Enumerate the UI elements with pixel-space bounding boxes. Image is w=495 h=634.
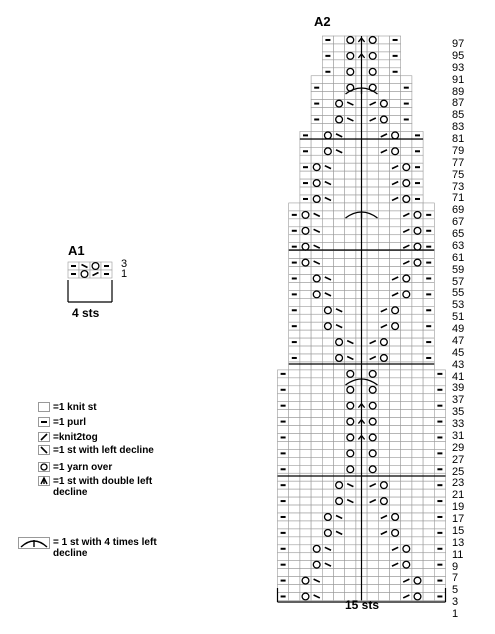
a2-row-number: 13 — [452, 536, 465, 549]
a2-row-number: 63 — [452, 239, 465, 252]
a2-title: A2 — [314, 14, 331, 29]
legend-double-left-decline — [38, 476, 173, 498]
legend-knit-label: =1 knit st — [53, 402, 97, 413]
a2-row-number: 53 — [452, 299, 465, 312]
a1-row-number: 3 — [121, 258, 128, 270]
legend-k2tog — [38, 432, 98, 443]
double-left-decline-symbol-icon — [38, 476, 50, 486]
four-left-decline-symbol-icon — [18, 537, 50, 549]
a2-row-number: 41 — [452, 370, 465, 383]
a2-row-number: 23 — [452, 477, 465, 490]
legend-four-left-decline — [18, 537, 178, 559]
a2-width-label: 15 sts — [345, 598, 380, 612]
a2-row-number: 57 — [452, 275, 465, 288]
a2-row-number: 31 — [452, 429, 465, 442]
legend-left-decline-label: =1 st with left decline — [53, 445, 154, 456]
a2-row-number: 25 — [452, 465, 465, 478]
a2-row-number: 97 — [452, 38, 465, 50]
a2-row-number: 77 — [452, 156, 465, 169]
purl-symbol-icon — [38, 417, 50, 427]
a2-row-number: 73 — [452, 180, 465, 193]
a1-title: A1 — [68, 243, 85, 258]
a2-row-number: 49 — [452, 323, 465, 336]
knit-symbol-icon — [38, 402, 50, 412]
a1-width-label: 4 sts — [72, 306, 100, 320]
a2-row-number: 79 — [452, 144, 465, 157]
k2tog-symbol-icon — [38, 432, 50, 442]
legend-yarn-over-label: =1 yarn over — [53, 462, 113, 473]
a2-row-number: 37 — [452, 394, 465, 407]
a2-row-number: 95 — [452, 49, 465, 62]
left-decline-symbol-icon — [38, 445, 50, 455]
a2-row-number: 11 — [452, 548, 464, 561]
legend-yarn-over — [38, 462, 112, 473]
a2-row-number: 45 — [452, 346, 465, 359]
a2-row-number: 87 — [452, 97, 465, 110]
a2-row-number: 81 — [452, 133, 465, 146]
a2-row-number: 51 — [452, 311, 465, 324]
a1-row-number: 1 — [121, 268, 128, 280]
a2-row-number: 19 — [452, 501, 465, 514]
legend-knit — [38, 402, 97, 413]
a2-row-number: 93 — [452, 61, 465, 74]
a2-row-number: 21 — [452, 489, 465, 502]
a2-row-number: 15 — [452, 524, 465, 537]
a2-row-number: 91 — [452, 73, 465, 86]
a2-row-number: 9 — [452, 560, 459, 573]
a2-row-number: 39 — [452, 382, 465, 395]
a2-row-number: 69 — [452, 204, 465, 217]
legend-double-left-decline-label: =1 st with double left decline — [53, 476, 153, 498]
a2-row-number: 27 — [452, 453, 465, 466]
legend-purl-label: =1 purl — [53, 417, 87, 428]
legend-left-decline — [38, 445, 154, 456]
a2-row-number: 3 — [452, 596, 459, 609]
a2-row-number: 55 — [452, 287, 465, 300]
a2-row-number: 83 — [452, 121, 465, 134]
a2-row-number: 17 — [452, 513, 465, 526]
yarn-over-symbol-icon — [38, 462, 50, 472]
legend-purl — [38, 417, 86, 428]
a2-row-number: 5 — [452, 584, 459, 597]
a2-row-number: 1 — [452, 608, 459, 621]
a2-row-number: 75 — [452, 168, 465, 181]
a2-row-number: 59 — [452, 263, 465, 276]
a2-row-number: 89 — [452, 85, 465, 98]
a2-row-number: 61 — [452, 251, 465, 264]
a2-row-number: 43 — [452, 358, 465, 371]
a2-row-number: 67 — [452, 216, 465, 229]
a1-chart-grid — [68, 262, 112, 278]
a2-row-number: 29 — [452, 441, 465, 454]
a2-row-number: 71 — [452, 192, 465, 205]
a2-row-number: 85 — [452, 109, 465, 122]
a2-row-number: 47 — [452, 334, 465, 347]
legend-four-left-decline-label: = 1 st with 4 times left decline — [53, 537, 157, 559]
legend-k2tog-label: =knit2tog — [53, 432, 98, 443]
a2-row-number: 65 — [452, 228, 465, 241]
a2-row-number: 35 — [452, 406, 465, 419]
a2-row-number: 7 — [452, 572, 459, 585]
a2-row-number: 33 — [452, 418, 465, 431]
